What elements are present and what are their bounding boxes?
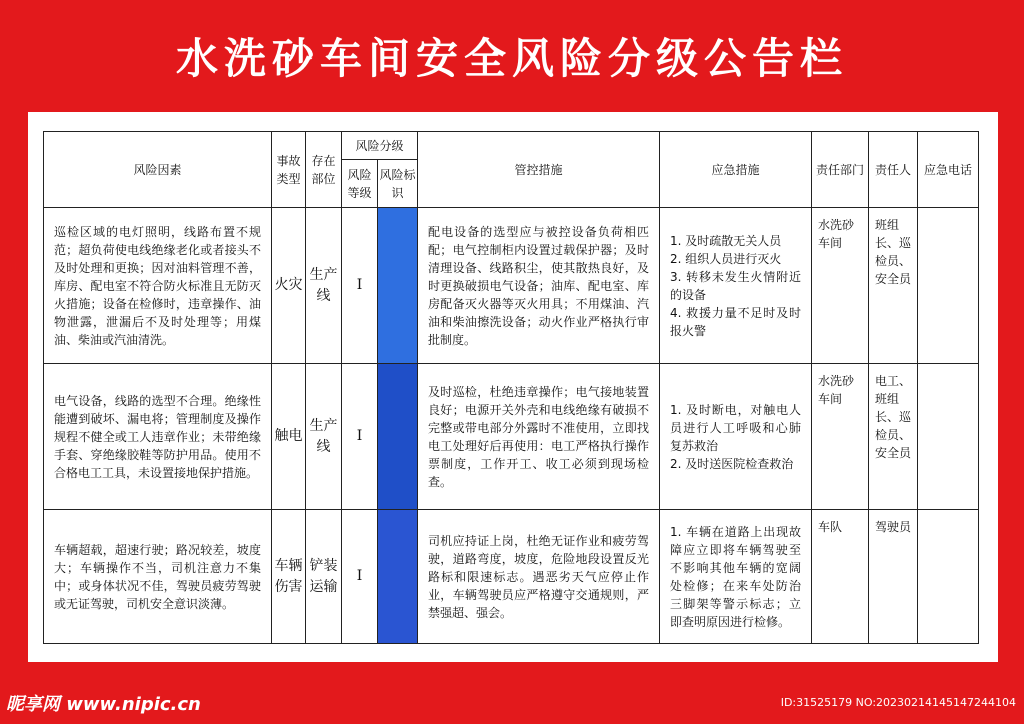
header-grade-level: 风险等级 [342, 160, 378, 208]
phone-cell [918, 510, 979, 644]
dept-cell: 车队 [812, 510, 869, 644]
risk-mark-swatch [378, 510, 418, 644]
level-cell: Ⅰ [342, 364, 378, 510]
factor-cell: 电气设备，线路的选型不合理。绝缘性能遭到破坏、漏电将；管理制度及操作规程不健全或工人违章作业；未带绝缘手套、穿绝缘胶鞋等防护用品。使用不合格电工工具，未设置接地保护措施。 [44, 364, 272, 510]
emergency-cell: 1. 车辆在道路上出现故障应立即将车辆驾驶至不影响其他车辆的宽阔处检修；在来车处防治三脚架等警示标志；立即查明原因进行检修。 [660, 510, 812, 644]
location-cell: 生产线 [306, 208, 342, 364]
risk-mark-swatch [378, 364, 418, 510]
emergency-cell: 1. 及时断电，对触电人员进行人工呼吸和心肺复苏救治 2. 及时送医院检查救治 [660, 364, 812, 510]
watermark-id: ID:31525179 NO:20230214145147244104 [780, 696, 1016, 709]
table-row-fire [44, 208, 979, 364]
risk-mark-swatch [378, 208, 418, 364]
factor-cell: 巡检区域的电灯照明，线路布置不规范；超负荷使电线绝缘老化或者接头不及时处理和更换；因对油料管理不善，库房、配电室不符合防火标准且无防灭火措施；设备在检修时，违章操作、油物泄露，泄漏后不及时处理等；用煤油、柴油或汽油清洗。 [44, 208, 272, 364]
control-cell: 司机应持证上岗，杜绝无证作业和疲劳驾驶，道路弯度，坡度，危险地段设置反光路标和限速标志。遇恶劣天气应停止作业，车辆驾驶员应严格遵守交通规则，严禁强超、强会。 [418, 510, 660, 644]
type-cell: 触电 [272, 364, 306, 510]
person-cell: 驾驶员 [869, 510, 918, 644]
control-cell: 配电设备的选型应与被控设备负荷相匹配；电气控制柜内设置过载保护器；及时清理设备、线路积尘，使其散热良好，及时更换破损电气设备；油库、配电室、库房配备灭火器等灭火用具；不用煤油、汽油和柴油擦洗设备；动火作业严格执行审批制度。 [418, 208, 660, 364]
control-cell: 及时巡检，杜绝违章操作；电气接地装置良好；电源开关外壳和电线绝缘有破损不完整或带电部分外露时不准使用，立即找电工处理好后再使用：电工严格执行操作票制度，工作开工、收工必须到现场检查。 [418, 364, 660, 510]
person-cell: 电工、班组长、巡检员、安全员 [869, 364, 918, 510]
phone-cell [918, 364, 979, 510]
factor-cell: 车辆超载，超速行驶；路况较差，坡度大；车辆操作不当，司机注意力不集中；或身体状况不佳，驾驶员疲劳驾驶或无证驾驶，司机安全意识淡薄。 [44, 510, 272, 644]
watermark-logo: 昵享网 www.nipic.cn [6, 694, 201, 715]
header-location: 存在部位 [306, 132, 342, 208]
type-cell: 火灾 [272, 208, 306, 364]
emergency-cell: 1. 及时疏散无关人员 2. 组织人员进行灭火 3. 转移未发生火情附近的设备 4. 救援力量不足时及时报火警 [660, 208, 812, 364]
level-cell: Ⅰ [342, 208, 378, 364]
person-cell: 班组长、巡检员、安全员 [869, 208, 918, 364]
location-cell: 铲装运输 [306, 510, 342, 644]
header-phone: 应急电话 [918, 132, 979, 208]
location-cell: 生产线 [306, 364, 342, 510]
header-grade-mark: 风险标识 [378, 160, 418, 208]
level-cell: Ⅰ [342, 510, 378, 644]
table-row-vehicle [44, 510, 979, 644]
header-row-1 [44, 132, 979, 160]
dept-cell: 水洗砂车间 [812, 364, 869, 510]
header-dept: 责任部门 [812, 132, 869, 208]
dept-cell: 水洗砂车间 [812, 208, 869, 364]
title-banner [0, 0, 1024, 112]
phone-cell [918, 208, 979, 364]
page-title: 水洗砂车间安全风险分级公告栏 [175, 34, 848, 83]
header-type: 事故类型 [272, 132, 306, 208]
table-row-electric [44, 364, 979, 510]
header-person: 责任人 [869, 132, 918, 208]
header-control: 管控措施 [418, 132, 660, 208]
type-cell: 车辆伤害 [272, 510, 306, 644]
header-factor: 风险因素 [44, 132, 272, 208]
risk-table [43, 131, 979, 644]
header-grade-group: 风险分级 [342, 132, 418, 160]
header-emergency: 应急措施 [660, 132, 812, 208]
